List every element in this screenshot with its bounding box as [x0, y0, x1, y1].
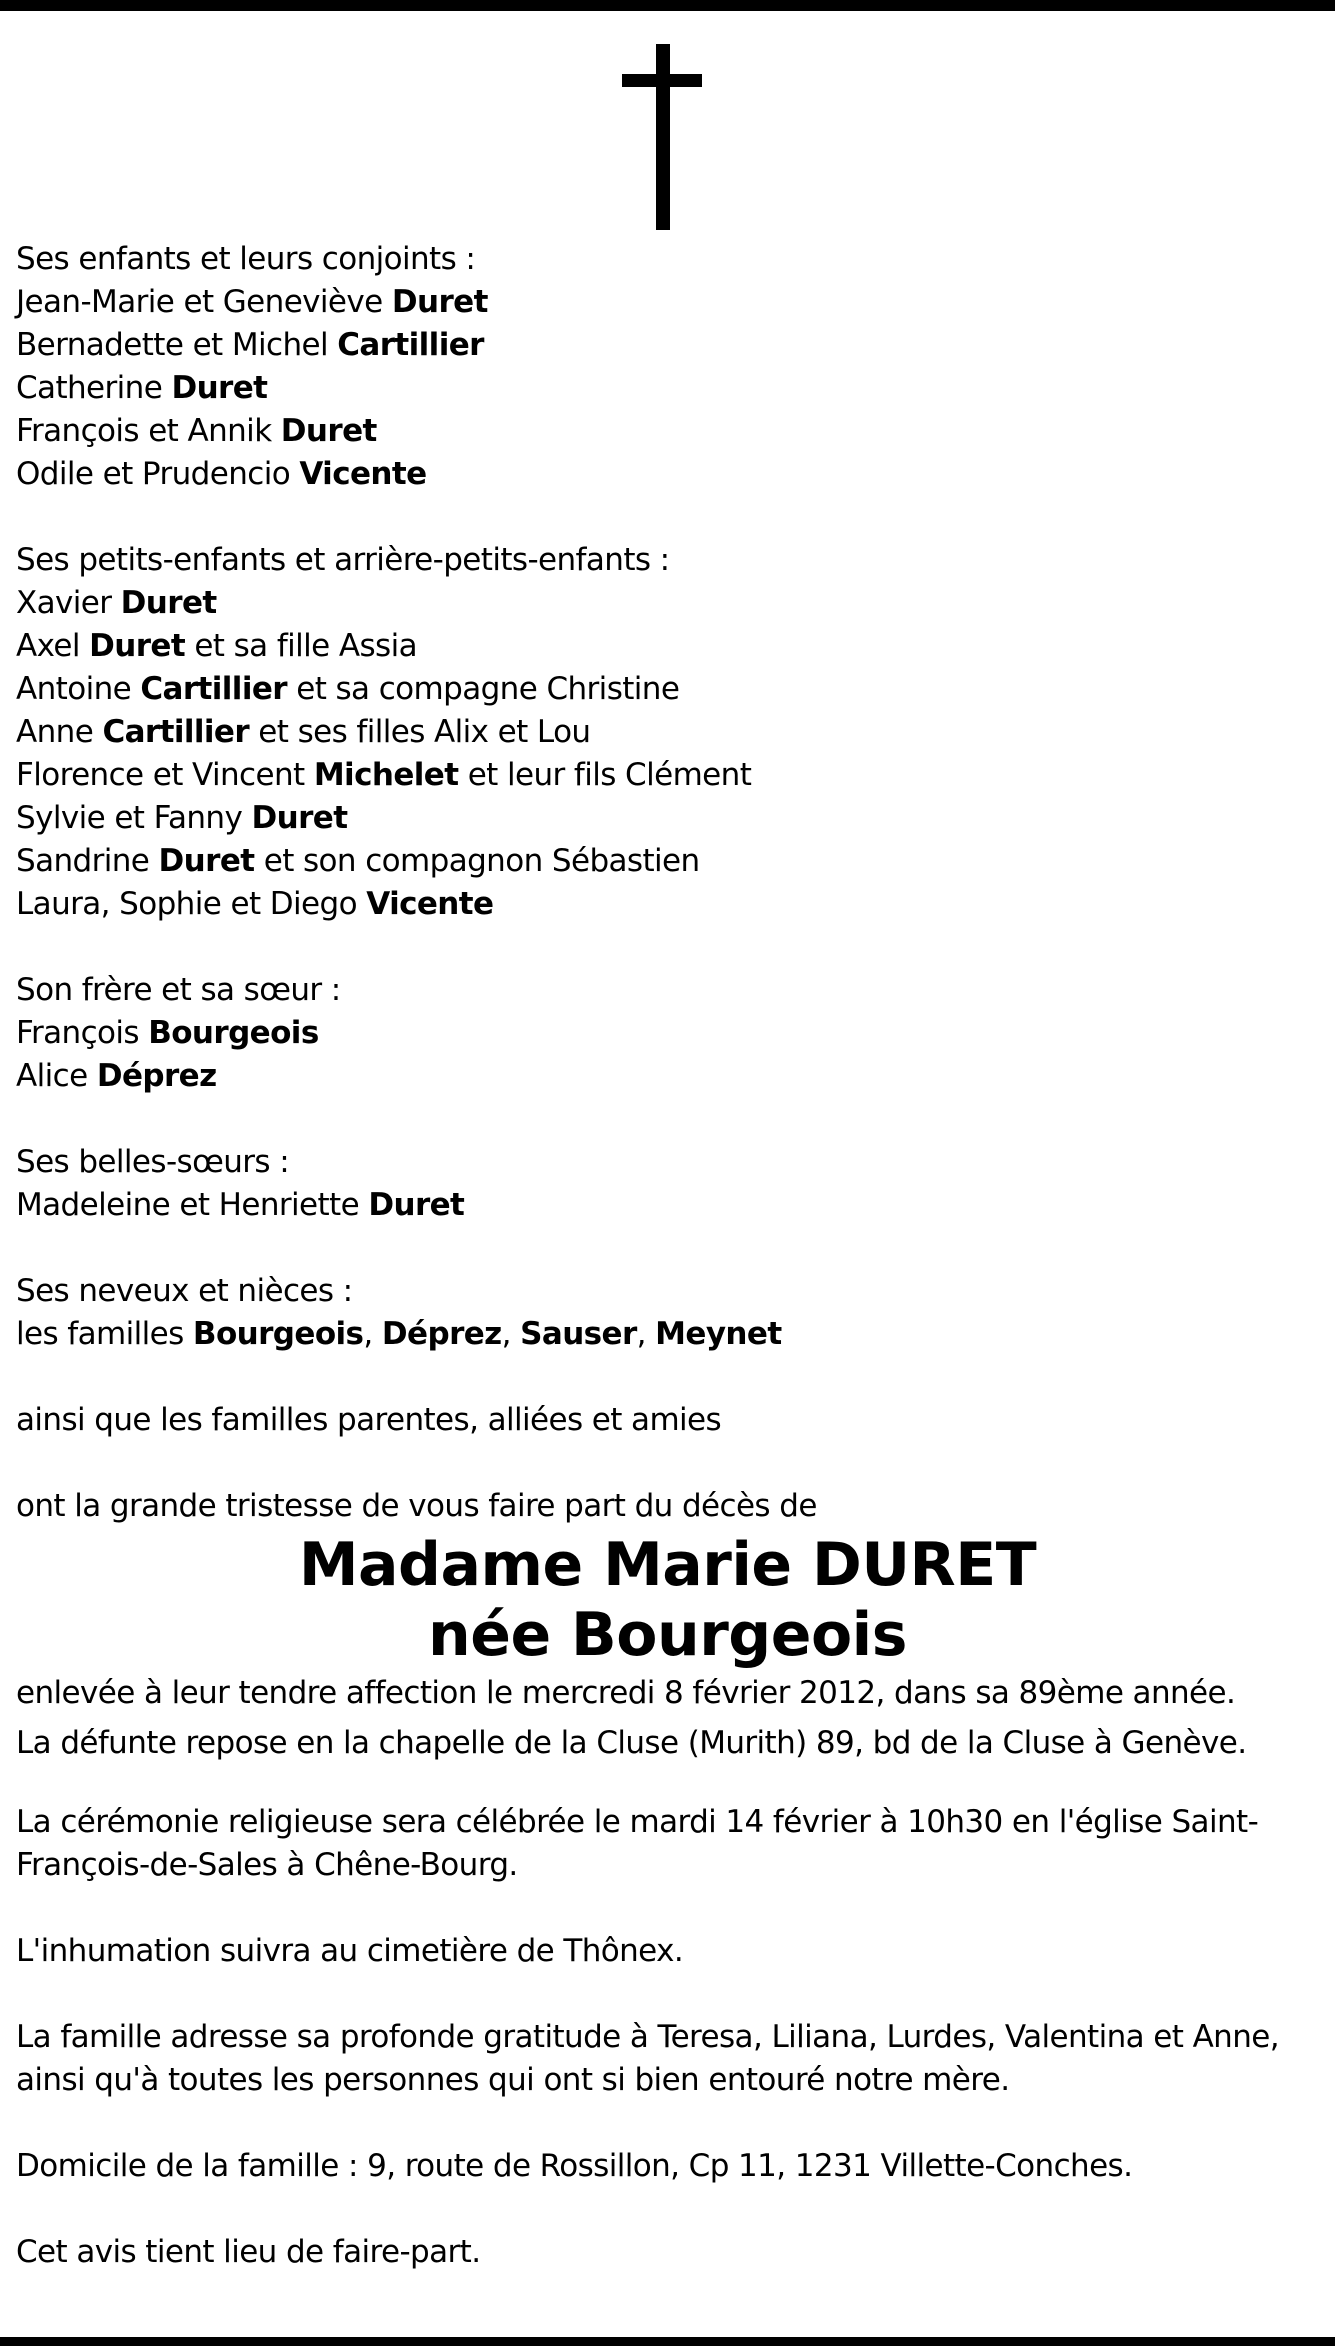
list-item: Sylvie et Fanny Duret — [16, 800, 348, 836]
familles-line: ainsi que les familles parentes, alliées et amies — [16, 1402, 722, 1438]
list-item: Jean-Marie et Geneviève Duret — [16, 284, 488, 320]
ceremonie-line-2: François-de-Sales à Chêne-Bourg. — [16, 1847, 518, 1883]
section-heading-belles-soeurs: Ses belles-sœurs : — [16, 1144, 290, 1180]
section-heading-enfants: Ses enfants et leurs conjoints : — [16, 241, 476, 277]
section-heading-neveux: Ses neveux et nièces : — [16, 1273, 353, 1309]
list-item: Odile et Prudencio Vicente — [16, 456, 427, 492]
list-item: les familles Bourgeois, Déprez, Sauser, Meynet — [16, 1316, 782, 1352]
gratitude-line-2: ainsi qu'à toutes les personnes qui ont si bien entouré notre mère. — [16, 2062, 1010, 2098]
enlevee-line: enlevée à leur tendre affection le mercredi 8 février 2012, dans sa 89ème année. — [16, 1675, 1236, 1711]
ceremonie-line-1: La cérémonie religieuse sera célébrée le mardi 14 février à 10h30 en l'église Saint- — [16, 1804, 1259, 1840]
deceased-name: Madame Marie DURET — [298, 1530, 1037, 1600]
list-item: François Bourgeois — [16, 1015, 319, 1051]
bottom-border — [0, 2337, 1335, 2346]
gratitude-line-1: La famille adresse sa profonde gratitude à Teresa, Liliana, Lurdes, Valentina et Anne, — [16, 2019, 1279, 2055]
list-item: Xavier Duret — [16, 585, 217, 621]
list-item: Madeleine et Henriette Duret — [16, 1187, 465, 1223]
deceased-name-block — [0, 1530, 1335, 1670]
list-item: François et Annik Duret — [16, 413, 377, 449]
inhumation-line: L'inhumation suivra au cimetière de Thônex. — [16, 1933, 684, 1969]
list-item: Catherine Duret — [16, 370, 268, 406]
list-item: Antoine Cartillier et sa compagne Christine — [16, 671, 680, 707]
domicile-line: Domicile de la famille : 9, route de Rossillon, Cp 11, 1231 Villette-Conches. — [16, 2148, 1133, 2184]
avis-line: Cet avis tient lieu de faire-part. — [16, 2234, 481, 2270]
list-item: Florence et Vincent Michelet et leur fils Clément — [16, 757, 752, 793]
section-heading-petits-enfants: Ses petits-enfants et arrière-petits-enfants : — [16, 542, 670, 578]
list-item: Axel Duret et sa fille Assia — [16, 628, 418, 664]
maiden-name: née Bourgeois — [428, 1600, 907, 1670]
obituary-text — [16, 238, 1321, 2274]
list-item: Alice Déprez — [16, 1058, 217, 1094]
list-item: Laura, Sophie et Diego Vicente — [16, 886, 494, 922]
top-border — [0, 0, 1335, 11]
intro-line: ont la grande tristesse de vous faire part du décès de — [16, 1488, 817, 1524]
list-item: Bernadette et Michel Cartillier — [16, 327, 484, 363]
cross-icon — [622, 44, 702, 230]
section-heading-frere-soeur: Son frère et sa sœur : — [16, 972, 341, 1008]
list-item: Sandrine Duret et son compagnon Sébastien — [16, 843, 700, 879]
repose-line: La défunte repose en la chapelle de la Cluse (Murith) 89, bd de la Cluse à Genève. — [16, 1725, 1247, 1761]
list-item: Anne Cartillier et ses filles Alix et Lou — [16, 714, 591, 750]
